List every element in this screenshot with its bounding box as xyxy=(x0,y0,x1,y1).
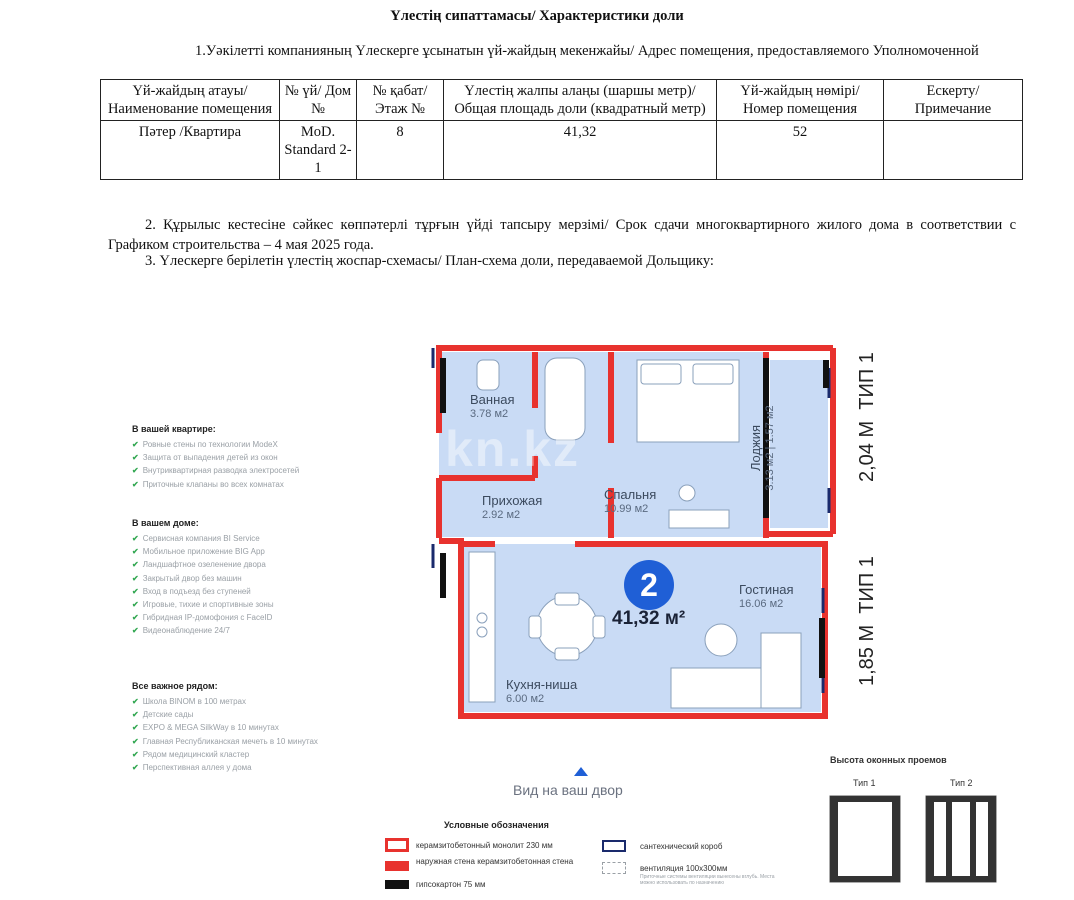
sofa-corner xyxy=(761,633,801,708)
table-header: Үй-жайдың атауы/ Наименование помещения xyxy=(101,80,280,121)
list-item: ✔ Игровые, тихие и спортивные зоны xyxy=(132,600,274,610)
window-type-diagrams xyxy=(826,790,1006,890)
table-cell: 8 xyxy=(357,121,444,180)
paragraph-deadline: 2. Құрылыс кестесіне сәйкес көппәтерлі тұрғын үйді тапсыру мерзімі/ Срок сдачи многоквартирного жилого дома в соответствии с Графиком строительства – 4 мая 2025 года. xyxy=(108,217,1016,253)
legend-item: вентиляция 100х300мм xyxy=(640,864,728,873)
total-area: 41,32 м² xyxy=(612,608,686,629)
characteristics-table xyxy=(100,79,1023,180)
table-header: № үй/ Дом № xyxy=(280,80,357,121)
check-icon: ✔ xyxy=(132,453,139,463)
check-icon: ✔ xyxy=(132,763,139,773)
table-cell: MoD. Standard 2-1 xyxy=(280,121,357,180)
table-cell: 52 xyxy=(717,121,884,180)
legend-swatch-ventilation xyxy=(602,862,626,874)
list-item: ✔ Видеонаблюдение 24/7 xyxy=(132,626,230,636)
legend-item: сантехнический короб xyxy=(640,842,723,851)
pillow xyxy=(693,364,733,384)
table-header: Үлестің жалпы алаңы (шаршы метр)/ Общая площадь доли (квадратный метр) xyxy=(444,80,717,121)
room-label: Спальня 10.99 м2 xyxy=(604,487,657,515)
list-item: ✔ Вход в подъезд без ступеней xyxy=(132,586,251,596)
window-type-label: Тип 2 xyxy=(950,778,973,788)
check-icon: ✔ xyxy=(132,573,139,583)
list-item: ✔ Ландшафтное озеленение двора xyxy=(132,560,266,570)
check-icon: ✔ xyxy=(132,547,139,557)
check-icon: ✔ xyxy=(132,586,139,596)
check-icon: ✔ xyxy=(132,626,139,636)
list-item: ✔ Защита от выпадения детей из окон xyxy=(132,453,278,463)
table-cell: 41,32 xyxy=(444,121,717,180)
check-icon: ✔ xyxy=(132,600,139,610)
list-item: ✔ EXPO & MEGA SilkWay в 10 минутах xyxy=(132,723,279,733)
table-header: № қабат/ Этаж № xyxy=(357,80,444,121)
legend-swatch-sanitary xyxy=(602,840,626,852)
rooms-count-badge: 2 xyxy=(624,560,674,610)
check-icon: ✔ xyxy=(132,440,139,449)
watermark: kn.kz xyxy=(445,421,581,477)
loggia-floor xyxy=(770,360,828,528)
coffee-table xyxy=(705,624,737,656)
legend-item: керамзитобетонный монолит 230 мм xyxy=(416,841,553,850)
document-title: Үлестің сипаттамасы/ Характеристики доли xyxy=(390,8,684,24)
list-item: ✔ Главная Республиканская мечеть в 10 минутах xyxy=(132,736,318,746)
check-icon: ✔ xyxy=(132,697,139,706)
legend-swatch-drywall xyxy=(385,880,409,889)
list-item: ✔ Мобильное приложение BIG App xyxy=(132,547,265,557)
table-header: Ескерту/ Примечание xyxy=(884,80,1023,121)
check-icon: ✔ xyxy=(132,710,139,720)
list-item: ✔ Детские сады xyxy=(132,710,194,720)
room-label: Гостиная 16.06 м2 xyxy=(739,582,794,610)
room-label-loggia: Лоджия 3.13 м2 | 1.57 м2 xyxy=(748,405,776,491)
list-item: ✔ Рядом медицинский кластер xyxy=(132,749,250,759)
round-stool xyxy=(679,485,695,501)
table-header: Үй-жайдың нөмірі/ Номер помещения xyxy=(717,80,884,121)
pillow xyxy=(641,364,681,384)
window-types-title: Высота оконных проемов xyxy=(830,755,947,765)
legend-swatch-outer-wall xyxy=(385,861,409,871)
room-label: Кухня-ниша 6.00 м2 xyxy=(506,677,578,705)
check-icon: ✔ xyxy=(132,534,139,543)
features-nearby xyxy=(132,681,318,774)
arrow-up-icon xyxy=(574,767,588,776)
room-label: Прихожая 2.92 м2 xyxy=(482,493,543,521)
list-item: ✔ Приточные клапаны во всех комнатах xyxy=(132,479,284,489)
features-heading: Все важное рядом: xyxy=(132,681,218,691)
features-house xyxy=(132,518,274,638)
table-row xyxy=(101,121,1023,180)
table-cell: Пәтер /Квартира xyxy=(101,121,280,180)
list-item: ✔ Ровные стены по технологии ModeX xyxy=(132,440,278,449)
paragraph-plan: 3. Үлескерге берілетін үлестің жоспар-схемасы/ План-схема доли, передаваемой Дольщику: xyxy=(145,253,714,269)
table-cell xyxy=(884,121,1023,180)
list-item: ✔ Гибридная IP-домофония с FaceID xyxy=(132,613,273,623)
check-icon: ✔ xyxy=(132,466,139,476)
legend-title: Условные обозначения xyxy=(444,820,549,830)
window-height-upper: 2,04 М ТИП 1 xyxy=(856,352,878,482)
features-heading: В вашем доме: xyxy=(132,518,199,528)
toilet xyxy=(477,360,499,390)
check-icon: ✔ xyxy=(132,723,139,733)
list-item: ✔ Перспективная аллея у дома xyxy=(132,763,252,773)
legend-swatch-monolith xyxy=(385,838,409,852)
check-icon: ✔ xyxy=(132,613,139,623)
legend-note: Приточные системы вентиляции вынесены вглубь. Места можно использовать по назначению xyxy=(640,874,775,886)
window-type-label: Тип 1 xyxy=(853,778,876,788)
desk xyxy=(669,510,729,528)
room-label: Ванная 3.78 м2 xyxy=(470,392,515,420)
check-icon: ✔ xyxy=(132,749,139,759)
features-apartment xyxy=(132,424,299,491)
check-icon: ✔ xyxy=(132,560,139,570)
table-header-row xyxy=(101,80,1023,121)
address-line: 1.Уәкілетті компанияның Үлескерге ұсынатын үй-жайдың мекенжайы/ Адрес помещения, предоставляемого Уполномоченной xyxy=(195,43,979,59)
list-item: ✔ Сервисная компания BI Service xyxy=(132,534,260,543)
view-label: Вид на ваш двор xyxy=(513,782,623,798)
legend-item: наружная стена керамзитобетонная стена xyxy=(416,857,574,866)
features-heading: В вашей квартире: xyxy=(132,424,216,434)
window-height-lower: 1,85 М ТИП 1 xyxy=(856,556,878,686)
list-item: ✔ Закрытый двор без машин xyxy=(132,573,242,583)
legend-item: гипсокартон 75 мм xyxy=(416,880,486,889)
check-icon: ✔ xyxy=(132,479,139,489)
list-item: ✔ Школа BINOM в 100 метрах xyxy=(132,697,246,706)
check-icon: ✔ xyxy=(132,736,139,746)
list-item: ✔ Внутриквартирная разводка электросетей xyxy=(132,466,300,476)
